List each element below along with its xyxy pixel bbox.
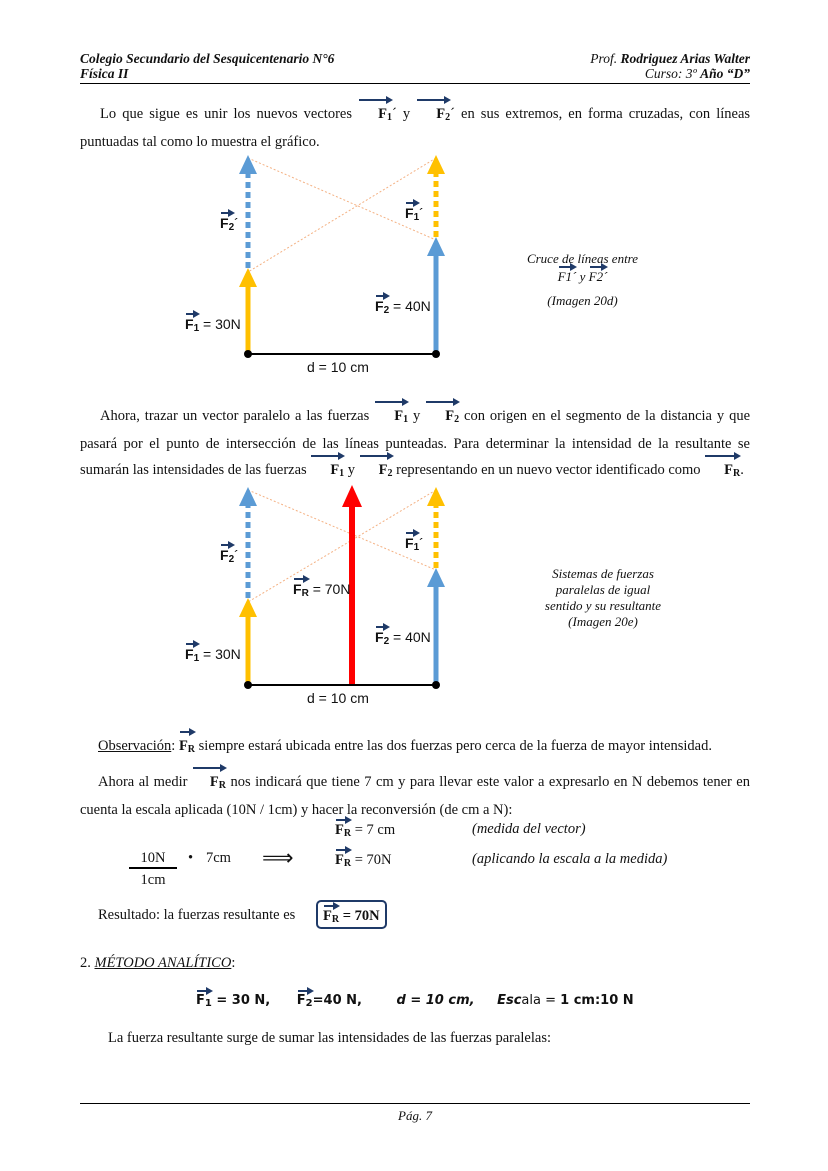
paragraph-analytic: La fuerza resultante surge de sumar las intensidades de las fuerzas paralelas: [108, 1030, 552, 1046]
footer-rule [80, 1103, 750, 1104]
label-f2-prime: $F_2´$ [220, 215, 239, 233]
label-f1: $F_1 = 30N$ [185, 316, 241, 334]
header-course: Curso: 3º Año “D” [644, 66, 750, 81]
label-f1-prime: $F_1´$ [405, 535, 424, 553]
calc-line-1: $F_R = 7$ cm [335, 822, 396, 839]
fraction-denominator: 1cm [140, 872, 166, 888]
paragraph-measure: Ahora al medir $F_R$ nos indicará que tiene 7 cm y para llevar este valor a expresarlo en N debemos tener en cuenta la escala aplicada (10N / 1cm) y hacer la reconversión (de cm a N): [80, 768, 750, 822]
label-f2-prime: $F_2´$ [220, 547, 239, 565]
observation: Observación: $F_R$ siempre estará ubicada entre las dos fuerzas pero cerca de la fuerza de mayor intensidad. [98, 732, 758, 762]
label-f2: $F_2 = 40N$ [375, 629, 431, 647]
cross-line-1 [248, 158, 436, 240]
calc-note-1: (medida del vector) [472, 821, 586, 837]
analytic-data: $F_1 = 30$ N, $F_2=40$ N, d = 10 cm, Escala = 1 cm:10 N [196, 993, 634, 1009]
header-school: Colegio Secundario del Sesquicentenario N°6 [80, 51, 335, 66]
cross-line-1 [248, 490, 436, 570]
multiply-dot: • [188, 850, 194, 866]
label-f2: $F_2 = 40N$ [375, 298, 431, 316]
label-fr: $F_R = 70N$ [293, 581, 351, 599]
page-number: Pág. 7 [398, 1108, 432, 1123]
paragraph-intro: Lo que sigue es unir los nuevos vectores $F_1´$ y $F_2´$ en sus extremos, en forma cruzadas, con líneas puntuadas tal como lo muestra el gráfico. [80, 100, 750, 154]
header-subject: Física II [80, 66, 129, 81]
fraction-numerator: 10N [129, 850, 177, 869]
calc-line-2: $F_R = 70N$ [335, 852, 392, 869]
result-box: $F_R = 70N$ [316, 900, 387, 929]
label-distance: d = 10 cm [307, 690, 369, 706]
label-f1: $F_1 = 30N$ [185, 646, 241, 664]
implies-arrow: ⟹ [262, 845, 294, 870]
calc-note-2: (aplicando la escala a la medida) [472, 851, 668, 867]
multiplier: 7cm [206, 850, 231, 866]
paragraph-resultant: Ahora, trazar un vector paralelo a las fuerzas $F_1$ y $F_2$ con origen en el segmento de la distancia y que pasará por el punto de intersección de las líneas punteadas. Para determinar la intensidad de la resultante se sumarán las intensidades de las fuerzas $F_1$ y $F_2$ representando en un nuevo vector identificado como $F_R$. [80, 402, 750, 486]
header-prof: Prof. Rodriguez Arias Walter [590, 51, 750, 66]
caption-20e: Sistemas de fuerzas paralelas de igual sentido y su resultante (Imagen 20e) [544, 566, 662, 629]
result-text: Resultado: la fuerzas resultante es [98, 907, 296, 923]
label-distance: d = 10 cm [307, 359, 369, 375]
caption-20d: Cruce de líneas entre F1´ y F2´ (Imagen 20d) [526, 251, 639, 308]
section-2-title: 2. MÉTODO ANALÍTICO: [80, 955, 236, 971]
label-f1-prime: $F_1´$ [405, 205, 424, 223]
figure-20d [239, 155, 445, 358]
